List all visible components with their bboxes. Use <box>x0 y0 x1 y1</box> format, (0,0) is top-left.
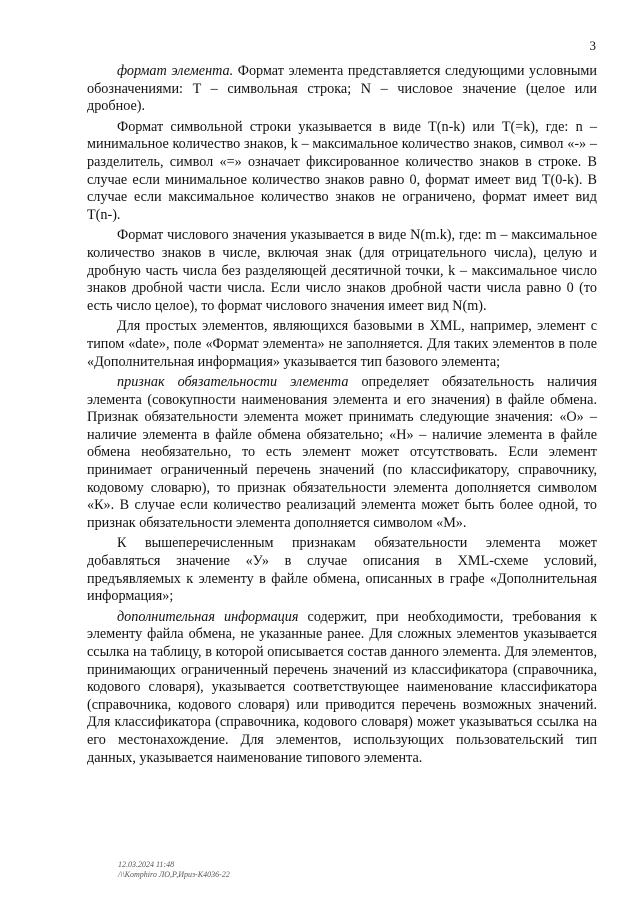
paragraph-simple-elements <box>87 318 597 371</box>
paragraph-text: определяет обязательность наличия элемента (совокупности наименования элемента и его значения) в файле обмена. Признак обязательности элемента может принимать следующие значения: «О» – наличие элемента в файле обмена обязательно; «Н» – наличие элемента в файле обмена необязательно, то есть элемент может отсутствовать. Если элемент принимает ограниченный перечень значений (по классификатору, справочнику, кодовому словарю), то признак обязательности элемента дополняется символом «К». В случае если количество реализаций элемента может быть более одной, то признак обязательности элемента дополняется символом «М». <box>87 374 597 531</box>
paragraph-required-flag <box>87 374 597 532</box>
page-number: 3 <box>589 38 596 53</box>
paragraph-text: Для простых элементов, являющихся базовыми в XML, например, элемент с типом «date», поле «Формат элемента» не заполняется. Для таких элементов в поле «Дополнительная информация» указывается тип базового элемента; <box>87 318 597 370</box>
paragraph-text: Формат элемента представляется следующими условными обозначениями: T – символьная строка; N – числовое значение (целое или дробное). <box>87 63 597 115</box>
paragraph-text: К вышеперечисленным признакам обязательности элемента может добавляться значение «У» в случае описания в XML-схеме условий, предъявляемых к элементу в файле обмена, описанных в графе «Дополнительная информация»; <box>87 535 597 605</box>
paragraph-text: Формат символьной строки указывается в виде T(n-k) или T(=k), где: n – минимальное количество знаков, k – максимальное количество знаков, символ «-» – разделитель, символ «=» означает фиксированное количество знаков в строке. В случае если минимальное количество знаков равно 0, формат имеет вид T(0-k). В случае если максимальное количество знаков не ограничено, формат имеет вид T(n-). <box>87 118 597 223</box>
term-required-flag: признак обязательности элемента <box>117 374 349 391</box>
paragraph-numeric-format <box>87 227 597 315</box>
paragraph-text: Формат числового значения указывается в виде N(m.k), где: m – максимальное количество знаков в числе, включая знак (для отрицательного числа), целую и дробную часть числа без разделяющей десятичной точки, k – максимальное число знаков дробной части числа. Если число знаков дробной части числа равно 0 (то есть число целое), то формат числового значения имеет вид N(m). <box>87 227 597 314</box>
body-text <box>87 63 597 770</box>
paragraph-element-format <box>87 63 597 116</box>
paragraph-additional-info <box>87 609 597 767</box>
term-additional-info: дополнительная информация <box>117 608 299 625</box>
footer-path: /\\Komphiro ЛО,Р,Ириз-К4036-22 <box>118 870 230 879</box>
paragraph-text: содержит, при необходимости, требования к элементу файла обмена, не указанные ранее. Для сложных элементов указывается ссылка на таблицу, в которой описывается состав данного элемента. Для элементов, принимающих ограниченный перечень значений из классификатора (справочника, кодового словаря), указывается соответствующее наименование классификатора (справочника, кодового словаря) или приводится перечень возможных значений. Для классификатора (справочника, кодового словаря) может указываться ссылка на его местонахождение. Для элементов, использующих пользовательский тип данных, указывается наименование типового элемента. <box>87 608 597 766</box>
paragraph-u-value <box>87 535 597 605</box>
paragraph-string-format <box>87 119 597 225</box>
footer-stamp <box>118 860 230 880</box>
footer-timestamp: 12.03.2024 11:48 <box>118 860 175 869</box>
term-element-format: формат элемента. <box>117 63 234 79</box>
